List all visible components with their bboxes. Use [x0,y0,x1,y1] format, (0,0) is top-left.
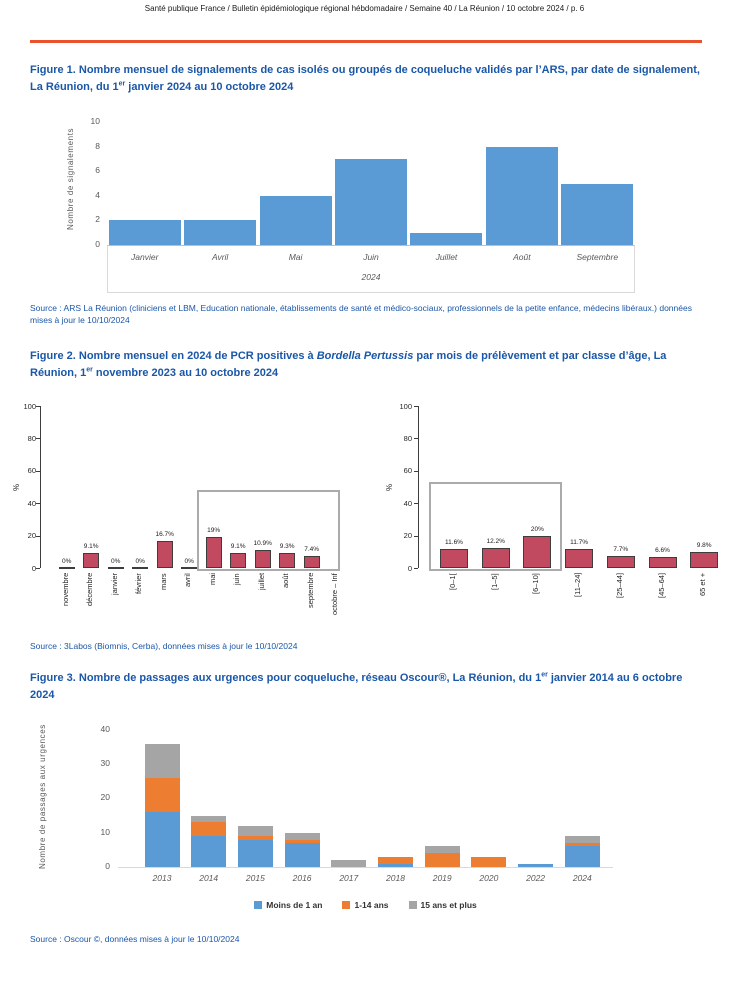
x-axis-category-label: 2019 [432,873,452,883]
legend-label: 1-14 ans [354,900,389,910]
bar-value-label: 12.2% [486,538,505,546]
x-axis-category-label: Août [513,252,531,262]
x-axis-category-label: octobre – Inf [330,573,340,615]
legend-item [342,900,388,910]
bar-segment [238,826,273,836]
x-axis-category-label: [25–44] [614,573,624,599]
figure2-title-part2: par mois de prélèvement et par classe d’âge, La Réunion, 1 [30,350,667,380]
x-axis-category-label: Mai [288,252,303,262]
x-axis-category-label: [45–64] [656,573,666,599]
figure2-title [30,348,706,382]
y-axis-title: % [385,483,394,491]
bar [230,553,246,568]
bar [690,552,718,568]
x-axis-category-label: septembre [305,573,315,609]
bar [440,549,468,568]
bar-value-label: 7.7% [613,545,629,553]
figure1-source: Source : ARS La Réunion (cliniciens et LBM, Education nationale, établissements de santé et médico-sociaux, professionnels de la petite enfance, médecins libéraux.) données mises à jour le 10/10/2024 [30,303,692,325]
figure3-title-part2: janvier 2014 au 6 octobre 2024 [30,672,683,702]
x-axis-category-label: [1–5] [489,573,499,590]
y-axis-tick-label: 40 [27,498,36,508]
figure1-title [30,62,704,96]
bar-value-label: 9.8% [696,542,712,550]
legend-label: Moins de 1 an [266,900,323,910]
bar [486,147,558,245]
bar-segment [285,833,320,840]
y-axis-tick-label: 4 [95,189,100,200]
bar-value-label: 10.9% [253,540,272,548]
bar [255,550,271,568]
legend-swatch [409,901,417,909]
bar-value-label: 19% [207,527,221,535]
legend-label: 15 ans et plus [420,900,477,910]
figure2-chart-by-age [385,396,729,636]
bar [410,233,482,245]
legend-item [254,900,322,910]
figure1-title-part1: Figure 1. Nombre mensuel de signalements de cas isolés ou groupés de coqueluche validés par l’ARS, par date de signalement, La Réunion, du 1 [30,64,700,94]
bar-segment [331,860,366,867]
x-axis-category-label: [11–24] [573,573,583,598]
bar [482,548,510,568]
bar-value-label: 16.7% [155,530,174,538]
bar-value-label: 0% [184,558,194,565]
figure3-chart [30,716,700,932]
bar [304,556,320,568]
y-axis-tick-label: 10 [100,826,110,837]
figure2-title-part3: novembre 2023 au 10 octobre 2024 [92,367,279,380]
y-axis-tick-label: 80 [27,433,36,443]
bar-value-label: 9.1% [230,543,246,551]
y-axis-tick-label: 20 [100,792,110,803]
figure2-title-italic: Bordella Pertussis [316,350,414,362]
y-axis-tick-label: 0 [95,239,100,249]
bar-segment [565,836,600,843]
y-axis-title: Nombre de signalements [66,127,75,230]
y-axis-line [40,406,41,568]
figure3-source: Source : Oscour ©, données mises à jour le 10/10/2024 [30,934,240,944]
y-axis-tick-label: 20 [27,531,36,541]
figure1-chart [30,112,690,302]
figure2-title-part1: Figure 2. Nombre mensuel en 2024 de PCR positives à [30,350,317,362]
bar-segment [238,836,273,839]
x-axis-category-label: Janvier [131,252,159,262]
bar-segment [425,846,460,853]
bar-value-label: 20% [530,525,544,533]
bar-value-label: 11.7% [570,539,589,547]
x-axis-category-label: 2014 [199,873,219,883]
y-axis-title: % [12,483,21,491]
bar-zero [108,567,124,569]
figure2-source: Source : 3Labos (Biomnis, Cerba), données mises à jour le 10/10/2024 [30,641,298,651]
x-axis-category-label: août [281,573,291,588]
header-divider [30,40,702,43]
figure1-title-superscript: er [118,80,126,88]
bar-value-label: 9.3% [279,542,295,550]
bar [109,220,181,245]
y-axis-tick-label: 0 [407,563,412,573]
bar-segment [471,857,506,867]
legend-swatch [254,901,262,909]
y-axis-tick-label: 10 [90,116,100,126]
bar-segment [565,843,600,846]
bar-segment [145,812,180,867]
bar [565,549,593,568]
bar-segment [565,846,600,867]
x-axis-category-label: mai [207,573,217,586]
x-axis-line [118,867,613,868]
bar-segment [145,744,180,778]
bar-value-label: 0% [110,558,121,565]
bar [335,159,407,245]
x-axis-category-label: novembre [60,573,70,607]
bar-segment [238,840,273,867]
x-axis-category-label: Septembre [576,252,619,262]
x-axis-category-label: 2017 [339,873,359,883]
figure3-title-part1: Figure 3. Nombre de passages aux urgences pour coqueluche, réseau Oscour®, La Réunion, du 1 [30,672,542,684]
x-axis-category-label: mars [158,573,168,590]
bar-segment [378,857,413,864]
y-axis-tick-label: 80 [403,433,412,443]
x-axis-category-label: 2018 [386,873,405,883]
figure2-chart-by-month [10,396,378,636]
bar-value-label: 0% [135,558,145,565]
bar-value-label: 0% [61,558,72,565]
x-axis-category-label: février [134,573,144,594]
y-axis-tick [414,568,418,569]
y-axis-tick-label: 100 [23,401,36,411]
y-axis-tick-label: 40 [403,498,412,508]
figure3-title-superscript: er [541,671,548,679]
y-axis-title: Nombre de passages aux urgences [38,724,47,869]
bar-segment [425,853,460,867]
x-axis-category-label: Avril [211,252,229,262]
x-axis-category-label: 65 et + [698,573,708,597]
x-axis-category-label: [0–1[ [448,573,457,590]
legend-item [409,900,477,910]
bar-segment [145,778,180,812]
figure2-title-superscript: er [86,366,93,374]
y-axis-tick-label: 60 [27,466,36,476]
y-axis-tick-label: 30 [100,758,110,769]
bar-segment [378,864,413,867]
bar-segment [518,864,553,867]
bar-segment [191,816,226,823]
x-axis-category-label: 2020 [479,873,499,883]
bar [561,184,633,246]
x-axis-group-label: 2024 [361,272,381,282]
bar-value-label: 9.1% [83,543,99,551]
bar-segment [191,836,226,867]
x-axis-category-label: Juin [363,252,379,262]
y-axis-tick [36,568,40,569]
bar-zero [181,567,197,569]
bar [523,536,551,568]
x-axis-category-label: 2024 [572,873,592,883]
bar [206,537,222,568]
x-axis-category-label: janvier [109,573,119,596]
bar [649,557,677,568]
legend-swatch [342,901,350,909]
x-axis-category-label: Juillet [435,252,458,262]
x-axis-category-label: décembre [85,573,95,607]
bar-segment [285,843,320,867]
y-axis-tick-label: 100 [399,401,412,411]
bar [607,556,635,568]
y-axis-tick-label: 8 [95,140,100,151]
y-axis-tick-label: 0 [105,861,110,871]
x-axis-category-label: [6–10] [531,573,541,594]
x-axis-category-label: 2016 [292,873,312,883]
bar [184,220,256,245]
x-axis-category-label: 2013 [152,873,172,883]
y-axis-tick-label: 60 [403,466,412,476]
bar-zero [59,567,75,569]
bar [279,553,295,568]
bar-value-label: 7.4% [304,546,320,553]
y-axis-tick-label: 0 [31,563,36,573]
y-axis-tick-label: 40 [100,723,110,734]
x-axis-category-label: juillet [256,573,266,591]
y-axis-tick-label: 6 [95,165,100,176]
y-axis-line [418,406,419,568]
x-axis-category-label: juin [232,573,242,585]
page-header: Santé publique France / Bulletin épidémiologique régional hébdomadaire / Semaine 40 / La Réunion / 10 octobre 2024 / p. 6 [144,4,585,13]
bar-segment [191,822,226,836]
bar-value-label: 6.6% [655,547,670,555]
figure3-title [30,670,706,704]
bar-value-label: 11.6% [445,539,463,547]
x-axis-category-label: avril [183,573,193,587]
y-axis-tick-label: 2 [95,214,100,225]
y-axis-tick-label: 20 [403,531,412,541]
legend [118,900,613,910]
bar-zero [132,567,148,569]
x-axis-category-label: 2015 [245,873,265,883]
figure1-title-part2: janvier 2024 au 10 octobre 2024 [125,81,294,94]
x-axis-category-label: 2022 [526,873,546,883]
bar-segment [285,840,320,843]
bar [260,196,332,245]
